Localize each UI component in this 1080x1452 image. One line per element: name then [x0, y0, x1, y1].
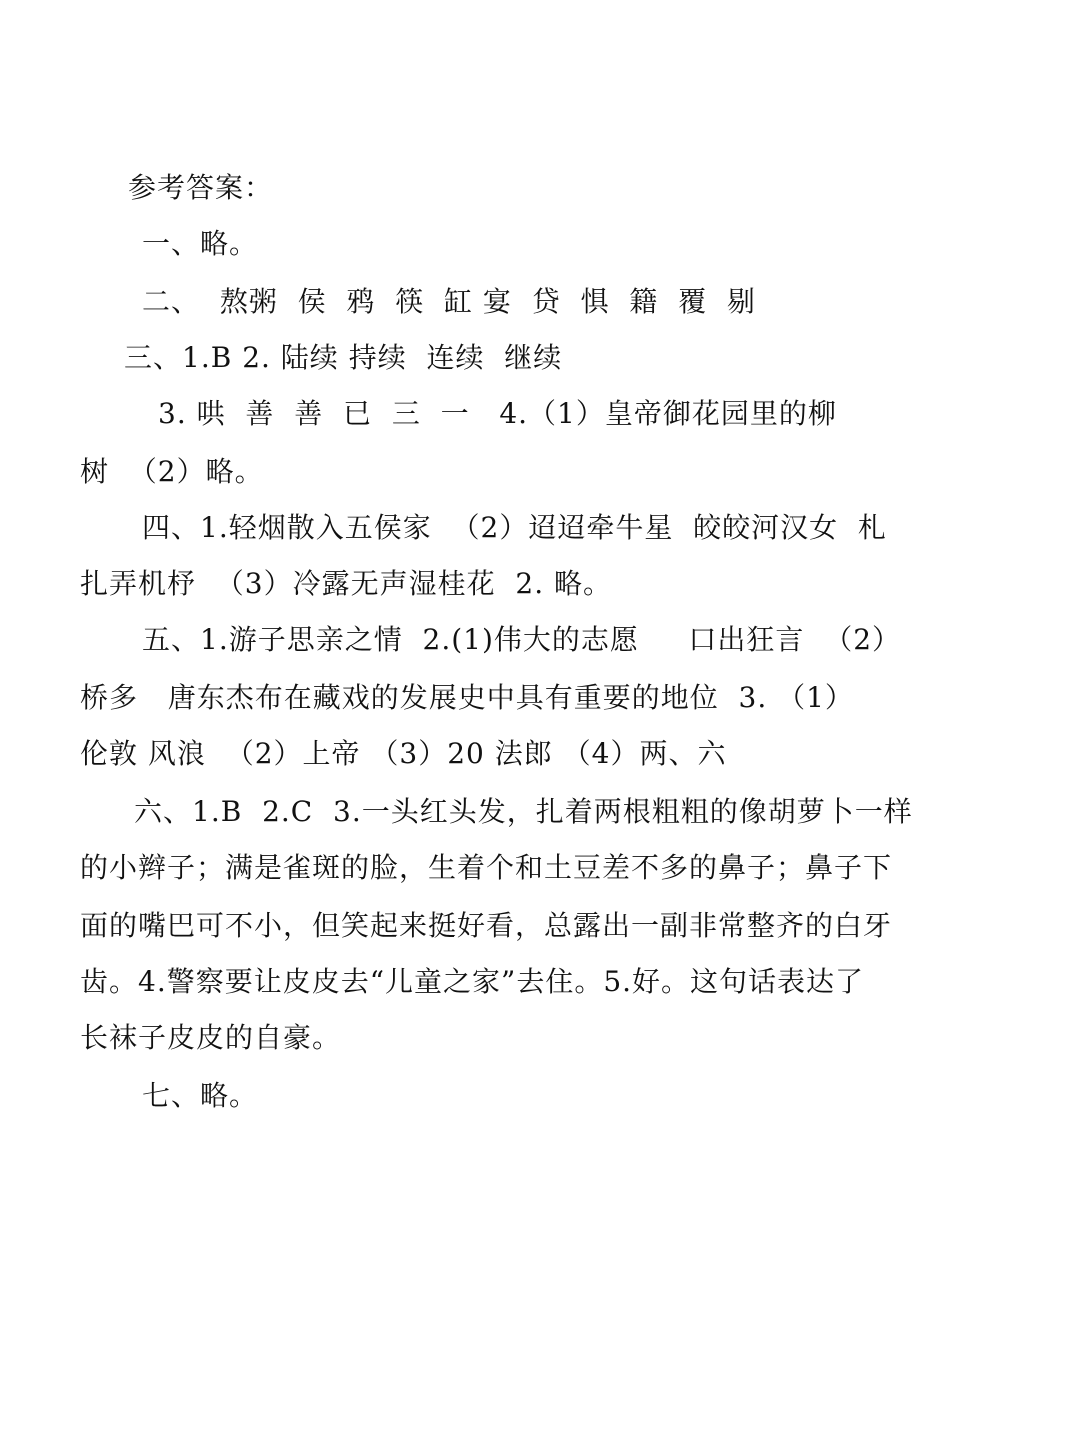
answer-line-13: 面的嘴巴可不小，但笑起来挺好看，总露出一副非常整齐的白牙 [80, 909, 893, 942]
answer-line-12: 的小辫子；满是雀斑的脸，生着个和土豆差不多的鼻子；鼻子下 [80, 851, 893, 884]
answer-line-3: 三、1.B 2. 陆续 持续 连续 继续 [124, 341, 563, 374]
answer-line-1: 一、略。 [142, 227, 259, 260]
answer-line-9: 桥多 唐东杰布在藏戏的发展史中具有重要的地位 3. （1） [80, 681, 854, 714]
document-title: 参考答案： [128, 171, 274, 204]
answer-line-16: 七、略。 [142, 1079, 259, 1112]
answer-line-8: 五、1.游子思亲之情 2.(1)伟大的志愿 口出狂言 （2） [142, 623, 902, 656]
answer-line-10: 伦敦 风浪 （2）上帝 （3）20 法郎 （4）两、六 [80, 737, 727, 770]
answer-line-5: 树 （2）略。 [80, 455, 264, 488]
answer-line-15: 长袜子皮皮的自豪。 [80, 1021, 342, 1054]
answer-line-7: 扎弄机杼 （3）冷露无声湿桂花 2. 略。 [80, 567, 613, 600]
answer-line-2: 二、 熬粥 侯 鸦 筷 缸 宴 贷 惧 籍 覆 剔 [142, 285, 756, 318]
answer-line-6: 四、1.轻烟散入五侯家 （2）迢迢牵牛星 皎皎河汉女 札 [142, 511, 887, 544]
answer-line-11: 六、1.B 2.C 3.一头红头发，扎着两根粗粗的像胡萝卜一样 [134, 795, 913, 828]
answer-line-14: 齿。4.警察要让皮皮去“儿童之家”去住。5.好。这句话表达了 [80, 965, 865, 998]
answer-line-4: 3. 哄 善 善 已 三 一 4.（1）皇帝御花园里的柳 [158, 397, 837, 430]
